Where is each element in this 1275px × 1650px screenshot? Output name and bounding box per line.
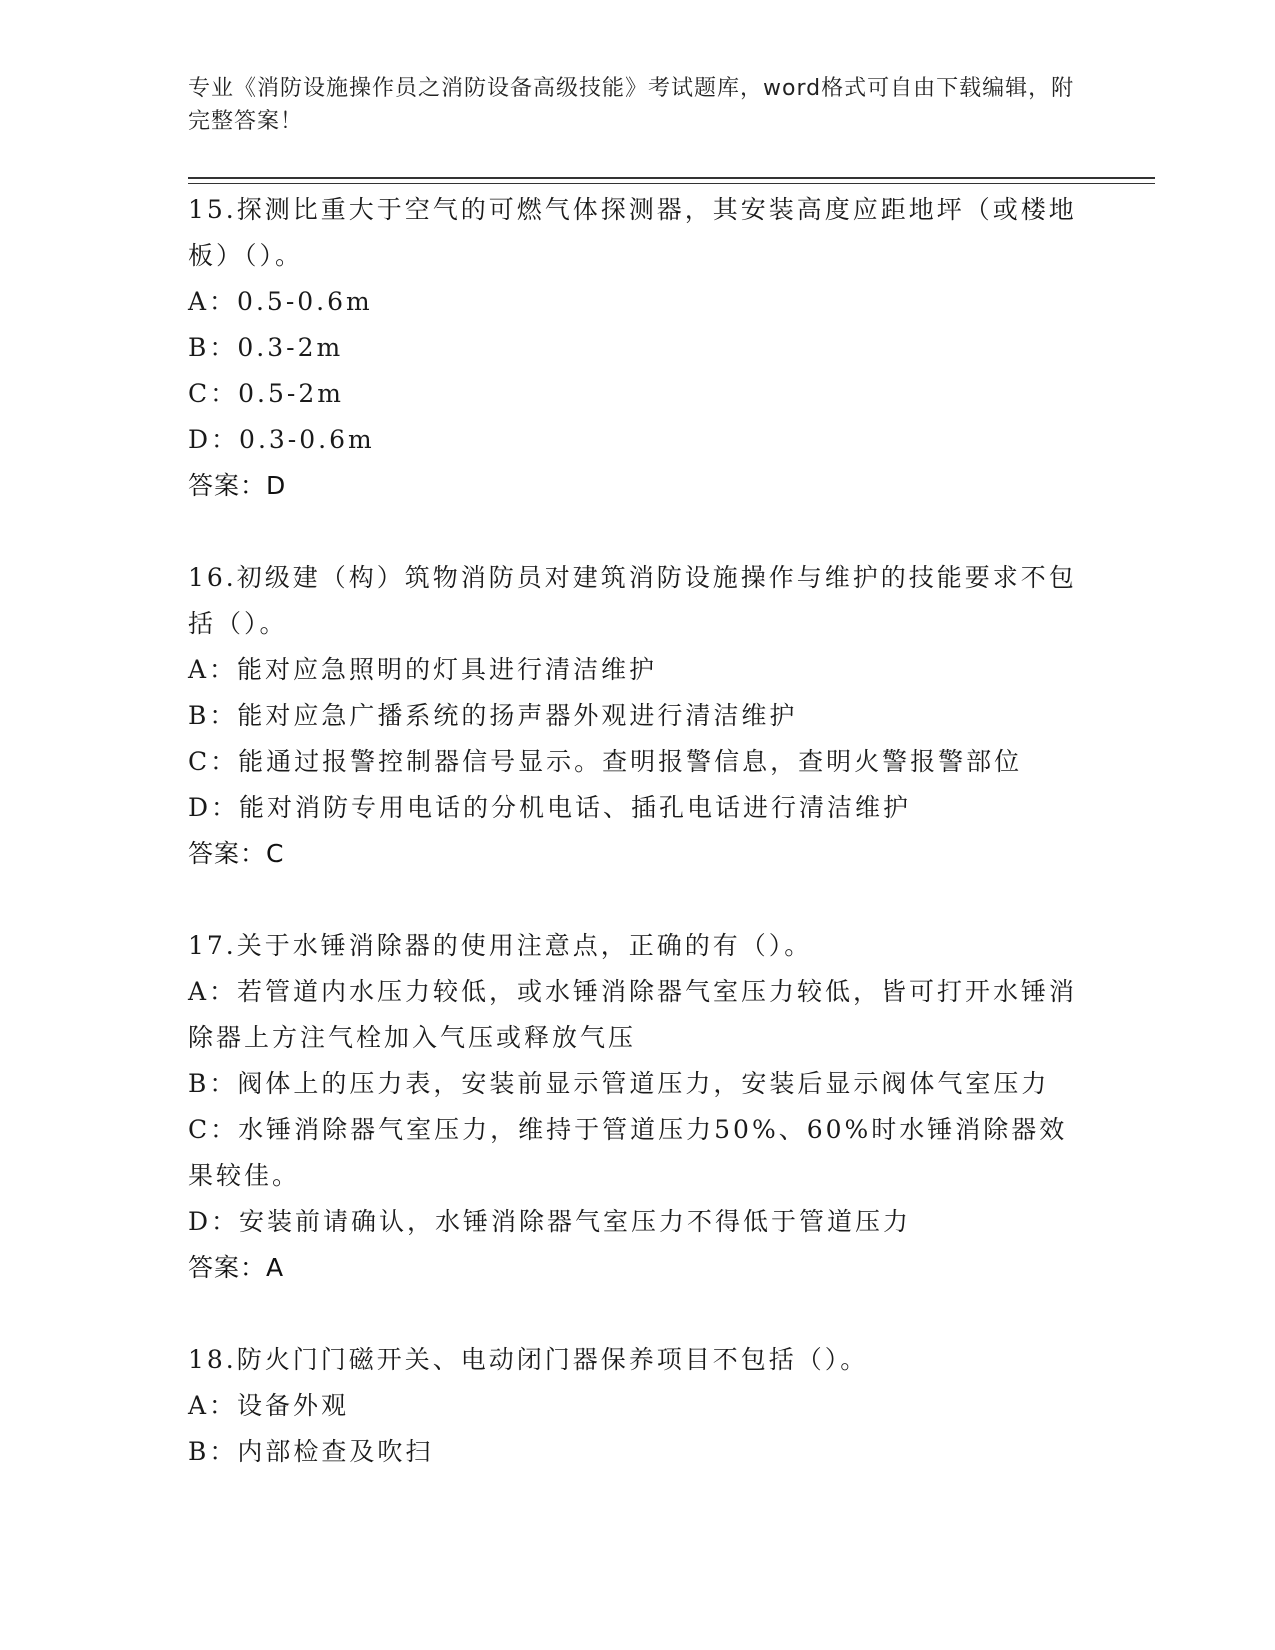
option-d: D：能对消防专用电话的分机电话、插孔电话进行清洁维护 — [188, 793, 912, 822]
header-divider-thin — [188, 183, 1155, 184]
option-d: D：0.3-0.6m — [188, 425, 375, 454]
answer: 答案：A — [188, 1253, 285, 1282]
question-15 — [188, 187, 1078, 509]
option-c: C：水锤消除器气室压力，维持于管道压力50%、60%时水锤消除器效果较佳。 — [188, 1115, 1068, 1190]
question-stem: 18.防火门门磁开关、电动闭门器保养项目不包括（）。 — [188, 1345, 869, 1374]
option-c: C：能通过报警控制器信号显示。查明报警信息，查明火警报警部位 — [188, 747, 1023, 776]
question-stem: 15.探测比重大于空气的可燃气体探测器，其安装高度应距地坪（或楼地板）（）。 — [188, 195, 1077, 270]
option-a: A：能对应急照明的灯具进行清洁维护 — [188, 655, 658, 684]
option-d: D：安装前请确认，水锤消除器气室压力不得低于管道压力 — [188, 1207, 912, 1236]
option-a: A：0.5-0.6m — [188, 287, 373, 316]
option-a: A：设备外观 — [188, 1391, 350, 1420]
question-list — [188, 187, 1078, 1521]
question-stem: 17.关于水锤消除器的使用注意点，正确的有（）。 — [188, 931, 813, 960]
page-header: 专业《消防设施操作员之消防设备高级技能》考试题库，word格式可自由下载编辑，附完整答案！ — [188, 76, 1075, 134]
option-b: B：能对应急广播系统的扬声器外观进行清洁维护 — [188, 701, 798, 730]
question-18 — [188, 1337, 1078, 1475]
question-stem: 16.初级建（构）筑物消防员对建筑消防设施操作与维护的技能要求不包括（）。 — [188, 563, 1077, 638]
answer: 答案：C — [188, 839, 285, 868]
question-17 — [188, 923, 1078, 1291]
option-c: C：0.5-2m — [188, 379, 344, 408]
option-b: B：内部检查及吹扫 — [188, 1437, 434, 1466]
question-16 — [188, 555, 1078, 877]
option-b: B：阀体上的压力表，安装前显示管道压力，安装后显示阀体气室压力 — [188, 1069, 1050, 1098]
answer: 答案：D — [188, 471, 287, 500]
option-a: A：若管道内水压力较低，或水锤消除器气室压力较低，皆可打开水锤消除器上方注气栓加入气压或释放气压 — [188, 977, 1078, 1052]
option-b: B：0.3-2m — [188, 333, 344, 362]
header-divider-thick — [188, 177, 1155, 179]
